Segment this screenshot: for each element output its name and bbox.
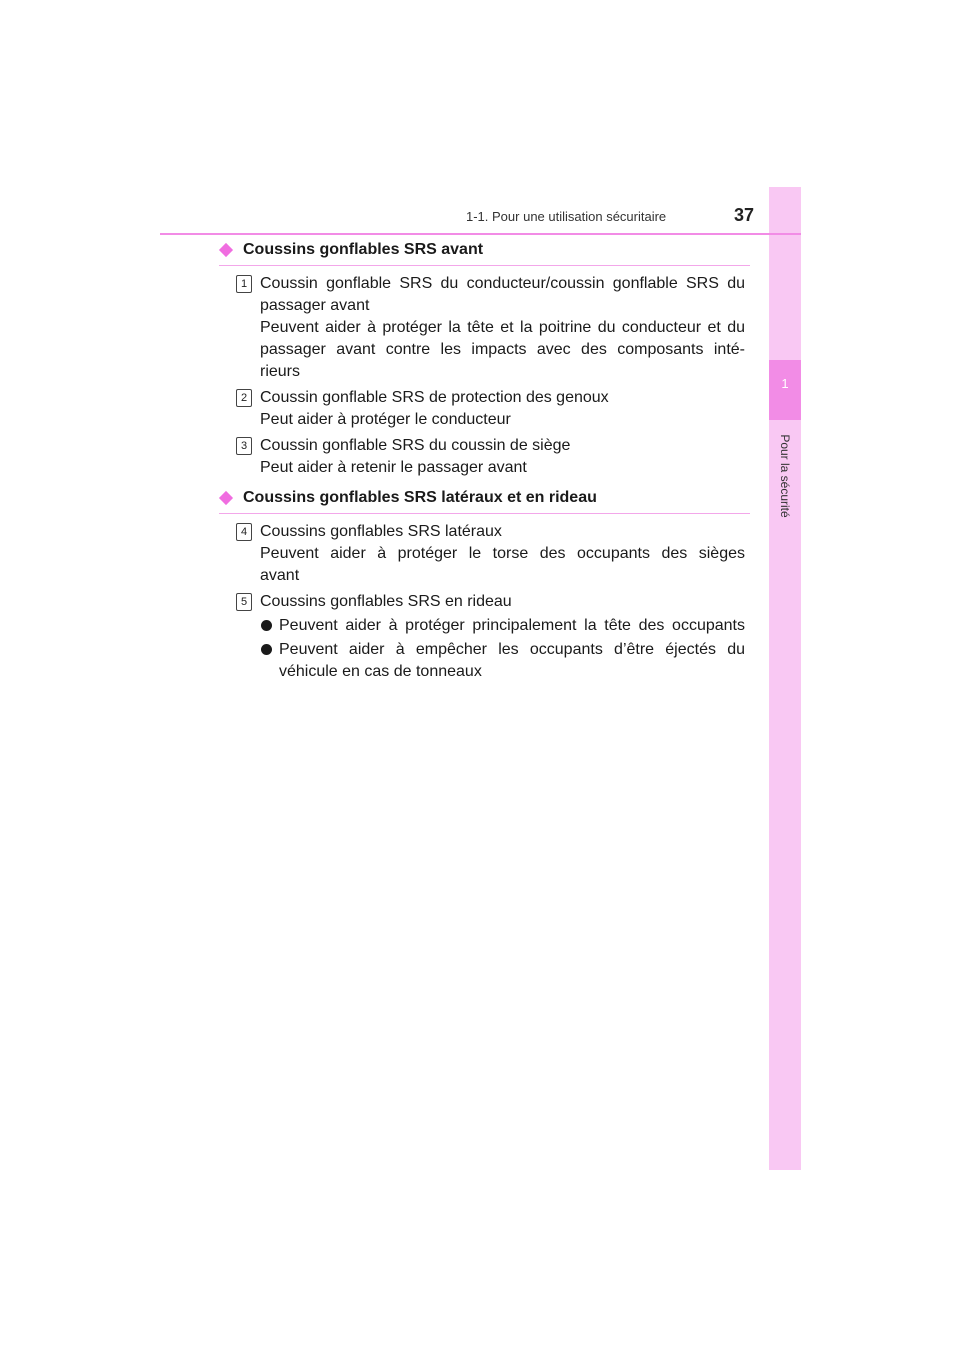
bullet-text: Peuvent aider à protéger principalement la tête des occupants — [279, 617, 745, 634]
section-title: Coussins gonflables SRS latéraux et en rideau — [243, 489, 597, 506]
item-1-desc-line1: Peuvent aider à protéger la tête et la poitrine du conducteur et du — [260, 319, 745, 336]
item-3-desc: Peut aider à retenir le passager avant — [260, 459, 527, 476]
chapter-title: Pour la sécurité — [778, 434, 792, 518]
item-number-badge: 3 — [236, 437, 252, 455]
item-1-desc-line2: passager avant contre les impacts avec des composants inté- — [260, 341, 745, 358]
item-number-badge: 4 — [236, 523, 252, 541]
item-5-title: Coussins gonflables SRS en rideau — [260, 593, 512, 610]
item-4-title: Coussins gonflables SRS latéraux — [260, 523, 502, 540]
item-number-badge: 1 — [236, 275, 252, 293]
item-2-desc: Peut aider à protéger le conducteur — [260, 411, 511, 428]
item-1-title-line1: Coussin gonflable SRS du conducteur/coussin gonflable SRS du — [260, 275, 745, 292]
item-1-desc-line3: rieurs — [260, 363, 301, 380]
section-heading-front-airbags — [219, 241, 750, 266]
item-number-badge: 5 — [236, 593, 252, 611]
item-2-title: Coussin gonflable SRS de protection des genoux — [260, 389, 609, 406]
page-number: 37 — [734, 205, 755, 225]
bullet-text: véhicule en cas de tonneaux — [279, 663, 482, 680]
header-section-title: 1-1. Pour une utilisation sécuritaire — [466, 209, 667, 224]
bullet-dot-icon — [261, 644, 272, 655]
diamond-icon — [219, 243, 233, 257]
diamond-icon — [219, 491, 233, 505]
item-4-desc-line1: Peuvent aider à protéger le torse des occupants des sièges — [260, 545, 745, 562]
bullet-dot-icon — [261, 620, 272, 631]
item-1-title-line2: passager avant — [260, 297, 370, 314]
item-4-desc-line2: avant — [260, 567, 300, 584]
section-heading-side-curtain-airbags — [219, 489, 750, 514]
item-3-title: Coussin gonflable SRS du coussin de siège — [260, 437, 571, 454]
side-tab-band — [769, 187, 801, 1170]
item-number-badge: 2 — [236, 389, 252, 407]
chapter-number: 1 — [781, 376, 789, 391]
section-title: Coussins gonflables SRS avant — [243, 241, 484, 258]
bullet-text: Peuvent aider à empêcher les occupants d’être éjectés du — [279, 641, 745, 658]
header-divider — [160, 233, 801, 235]
